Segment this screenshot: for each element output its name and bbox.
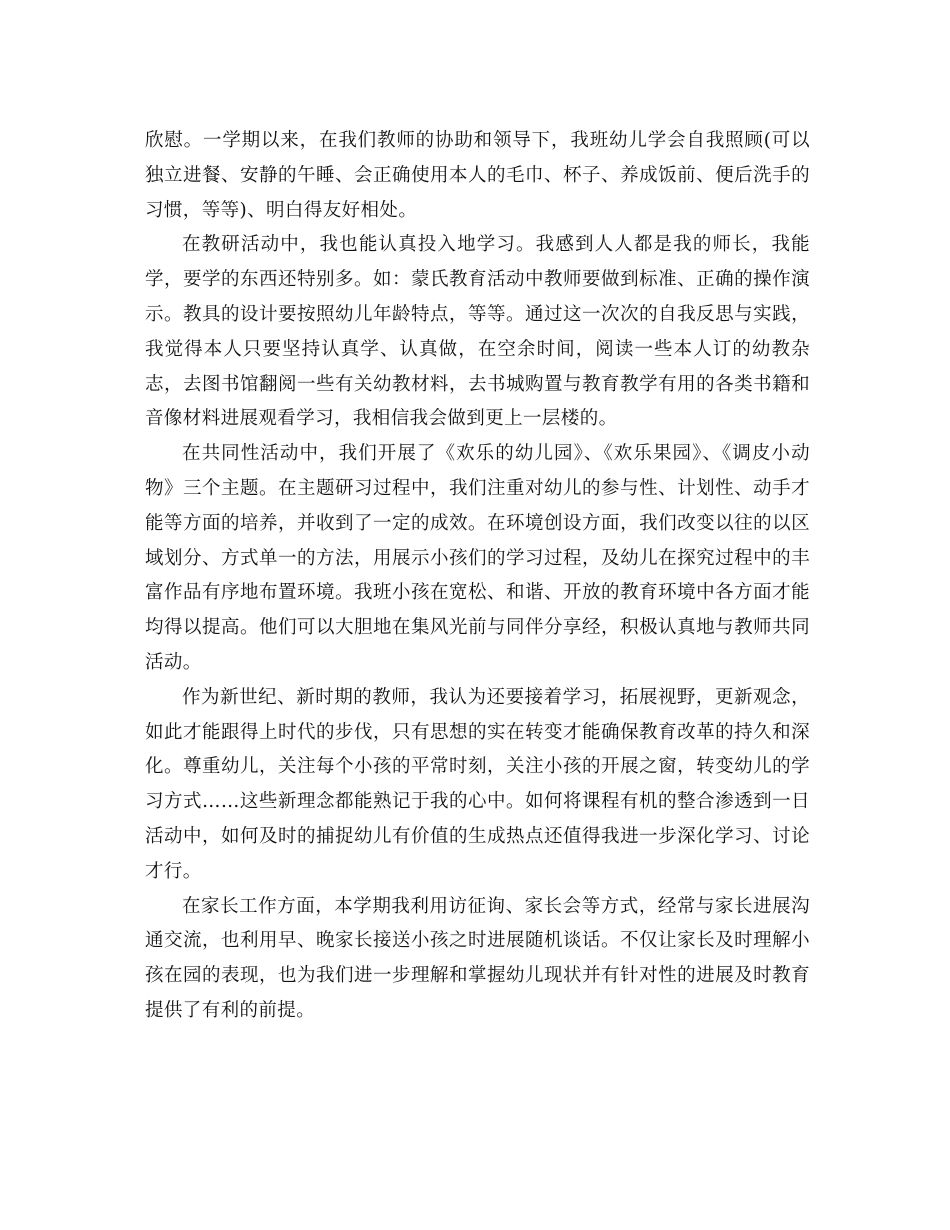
paragraph-3: 在共同性活动中，我们开展了《欢乐的幼儿园》、《欢乐果园》、《调皮小动物》三个主题。在主题研习过程中，我们注重对幼儿的参与性、计划性、动手才能等方面的培养，并收到了一定的成效。在环境创设方面，我们改变以往的以区域划分、方式单一的方法，用展示小孩们的学习过程，及幼儿在探究过程中的丰富作品有序地布置环境。我班小孩在宽松、和谐、开放的教育环境中各方面才能均得以提高。他们可以大胆地在集风光前与同伴分享经，积极认真地与教师共同活动。 <box>145 443 810 673</box>
paragraph-1: 欣慰。一学期以来，在我们教师的协助和领导下，我班幼儿学会自我照顾(可以独立进餐、安静的午睡、会正确使用本人的毛巾、杯子、养成饭前、便后洗手的习惯，等等)、明白得友好相处。 <box>145 130 810 221</box>
paragraph-5: 在家长工作方面，本学期我利用访征询、家长会等方式，经常与家长进展沟通交流，也利用早、晚家长接送小孩之时进展随机谈话。不仅让家长及时理解小孩在园的表现，也为我们进一步理解和掌握幼儿现状并有针对性的进展及时教育提供了有利的前提。 <box>145 895 810 1021</box>
paragraph-2: 在教研活动中，我也能认真投入地学习。我感到人人都是我的师长，我能学，要学的东西还特别多。如：蒙氏教育活动中教师要做到标准、正确的操作演示。教具的设计要按照幼儿年龄特点，等等。通过这一次次的自我反思与实践，我觉得本人只要坚持认真学、认真做，在空余时间，阅读一些本人订的幼教杂志，去图书馆翻阅一些有关幼教材料，去书城购置与教育教学有用的各类书籍和音像材料进展观看学习，我相信我会做到更上一层楼的。 <box>145 234 810 430</box>
document-page <box>145 124 810 1029</box>
paragraph-4: 作为新世纪、新时期的教师，我认为还要接着学习，拓展视野，更新观念，如此才能跟得上时代的步伐，只有思想的实在转变才能确保教育改革的持久和深化。尊重幼儿，关注每个小孩的平常时刻，关注小孩的开展之窗，转变幼儿的学习方式……这些新理念都能熟记于我的心中。如何将课程有机的整合渗透到一日活动中，如何及时的捕捉幼儿有价值的生成热点还值得我进一步深化学习、讨论才行。 <box>145 686 810 882</box>
